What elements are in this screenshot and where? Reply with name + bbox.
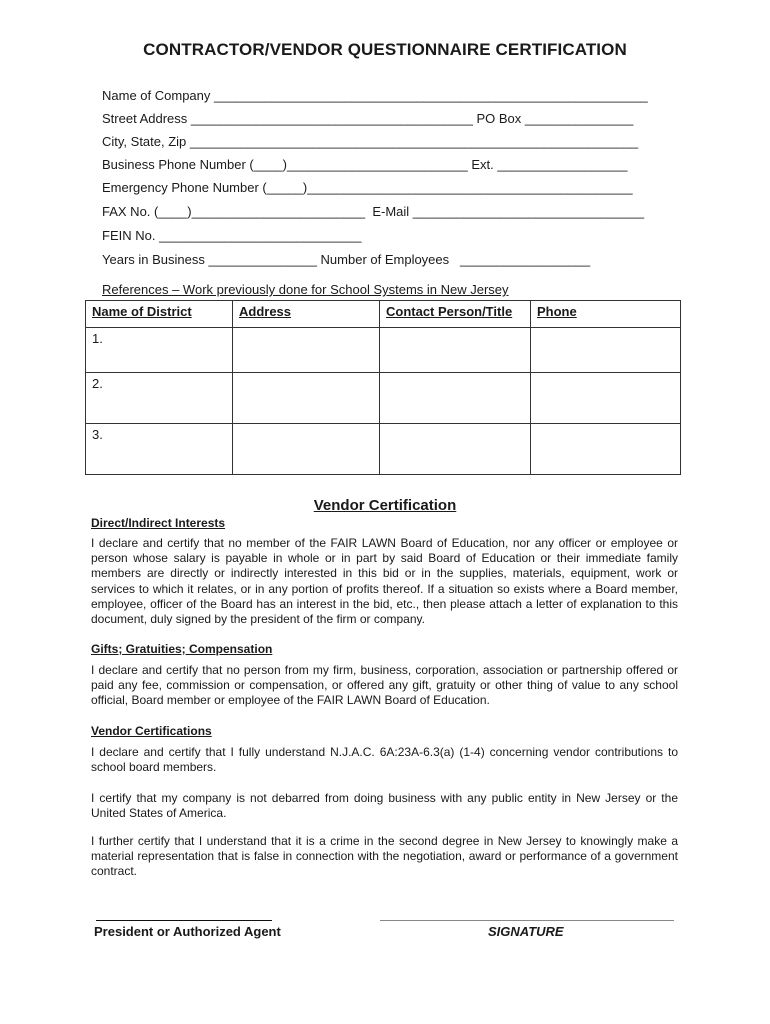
vendor-certifications-heading: Vendor Certifications (91, 724, 212, 738)
vendor-cert-text-3: I further certify that I understand that it is a crime in the second degree in New Jersey to knowingly make a material representation that is false in connection with the negotiation, award or performance of a government contract. (91, 834, 678, 879)
agent-signature-line[interactable] (96, 920, 272, 921)
contact-cell[interactable] (380, 328, 531, 373)
references-table (85, 300, 681, 475)
column-header-phone: Phone (531, 301, 681, 328)
column-header-contact: Contact Person/Title (380, 301, 531, 328)
table-header-row (86, 301, 681, 328)
signature-label: SIGNATURE (488, 924, 564, 939)
direct-interests-text: I declare and certify that no member of the FAIR LAWN Board of Education, nor any officer or employee or person whose salary is payable in whole or in part by said Board of Education or their immediate family members are directly or indirectly interested in this bid or in the supplies, materials, equipment, work or services to which it relates, or in any portion of profits thereof. If a situation so exists where a Board member, employee, officer of the Board has an interest in the bid, etc., then please attach a letter of explanation to this document, duly signed by the president of the firm or company. (91, 536, 678, 627)
direct-interests-heading: Direct/Indirect Interests (91, 516, 226, 530)
table-row (86, 373, 681, 424)
contact-cell[interactable] (380, 424, 531, 475)
emergency-phone-field[interactable]: Emergency Phone Number (_____)_____________________________________________ (102, 180, 633, 195)
fein-field[interactable]: FEIN No. ____________________________ (102, 228, 362, 243)
city-state-zip-field[interactable]: City, State, Zip ______________________________________________________________ (102, 134, 639, 149)
phone-cell[interactable] (531, 328, 681, 373)
gifts-heading: Gifts; Gratuities; Compensation (91, 642, 273, 656)
business-phone-field[interactable]: Business Phone Number (____)_________________________ Ext. __________________ (102, 157, 628, 172)
row-number[interactable]: 2. (86, 373, 233, 424)
row-number[interactable]: 1. (86, 328, 233, 373)
gifts-text: I declare and certify that no person from my firm, business, corporation, association or partnership offered or paid any fee, commission or compensation, or offered any gift, gratuity or other thing of value to any school official, Board member or employee of the FAIR LAWN Board of Education. (91, 663, 678, 708)
column-header-address: Address (233, 301, 380, 328)
table-row (86, 424, 681, 475)
phone-cell[interactable] (531, 424, 681, 475)
phone-cell[interactable] (531, 373, 681, 424)
references-heading: References – Work previously done for School Systems in New Jersey (102, 282, 509, 297)
vendor-cert-text-2: I certify that my company is not debarred from doing business with any public entity in New Jersey or the United States of America. (91, 791, 678, 821)
company-name-field[interactable]: Name of Company ____________________________________________________________ (102, 88, 648, 103)
signature-line[interactable] (380, 920, 674, 921)
agent-label: President or Authorized Agent (94, 924, 281, 939)
column-header-district: Name of District (86, 301, 233, 328)
address-cell[interactable] (233, 373, 380, 424)
vendor-certification-heading: Vendor Certification (313, 497, 457, 514)
table-row (86, 328, 681, 373)
years-employees-field[interactable]: Years in Business _______________ Number of Employees __________________ (102, 252, 591, 267)
fax-email-field[interactable]: FAX No. (____)________________________ E-Mail ________________________________ (102, 204, 645, 219)
contact-cell[interactable] (380, 373, 531, 424)
vendor-cert-text-1: I declare and certify that I fully understand N.J.A.C. 6A:23A-6.3(a) (1-4) concerning vendor contributions to school board members. (91, 745, 678, 775)
street-address-field[interactable]: Street Address _______________________________________ PO Box _______________ (102, 111, 634, 126)
address-cell[interactable] (233, 328, 380, 373)
page-title: CONTRACTOR/VENDOR QUESTIONNAIRE CERTIFICATION (143, 40, 627, 59)
row-number[interactable]: 3. (86, 424, 233, 475)
address-cell[interactable] (233, 424, 380, 475)
